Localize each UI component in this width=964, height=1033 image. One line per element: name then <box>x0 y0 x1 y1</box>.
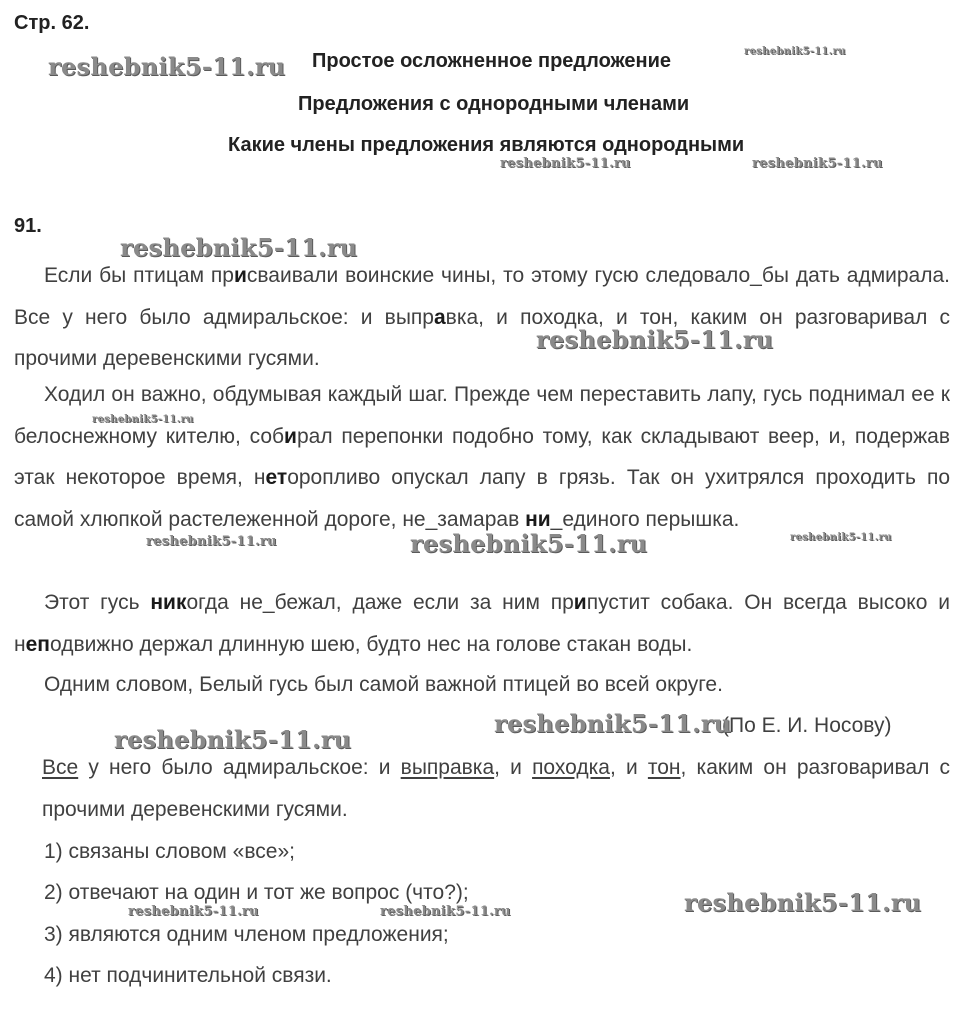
watermark: reshebnik5-11.ru <box>410 529 648 558</box>
title-subtopic: Предложения с однородными членами <box>298 93 690 115</box>
point-2: 2) отвечают на один и тот же вопрос (что?); <box>44 881 469 904</box>
watermark: reshebnik5-11.ru <box>500 156 631 171</box>
watermark: reshebnik5-11.ru <box>380 904 511 919</box>
point-3: 3) являются одним членом предложения; <box>44 923 449 946</box>
paragraph-2: Ходил он важно, обдумывая каждый шаг. Прежде чем переставить лапу, гусь поднимал ее к белоснежному кителю, собирал перепонки подобно тому, как складывают веер, и, подержав этак некоторое время, неторопливо опускал лапу в грязь. Так он ухитрялся проходить по самой хлюпкой растележенной дороге, не_замарав ни_единого перышка. <box>14 383 951 531</box>
source-attribution: (По Е. И. Носову) <box>722 714 892 737</box>
paragraph-3: Этот гусь никогда не_бежал, даже если за ним припустит собака. Он всегда высоко и неподвижно держал длинную шею, будто нес на голове стакан воды. <box>14 591 950 656</box>
analysis-sentence: Все у него было адмиральское: и выправка, и походка, и тон, каким он разговаривал с прочими деревенскими гусями. <box>42 756 951 821</box>
watermark: reshebnik5-11.ru <box>536 325 774 354</box>
watermark: reshebnik5-11.ru <box>92 414 194 425</box>
watermark: reshebnik5-11.ru <box>146 534 277 549</box>
watermark: reshebnik5-11.ru <box>752 156 883 171</box>
watermark: reshebnik5-11.ru <box>744 46 846 57</box>
watermark: reshebnik5-11.ru <box>494 709 732 738</box>
watermark: reshebnik5-11.ru <box>48 52 286 81</box>
homogeneous-member: походка <box>532 756 610 779</box>
subject-word: Все <box>42 756 79 779</box>
page-label: Стр. 62. <box>14 12 90 34</box>
point-4: 4) нет подчинительной связи. <box>44 964 332 987</box>
watermark: reshebnik5-11.ru <box>790 532 892 543</box>
point-1: 1) связаны словом «все»; <box>44 840 295 863</box>
homogeneous-member: тон <box>647 756 681 779</box>
watermark: reshebnik5-11.ru <box>128 904 259 919</box>
watermark: reshebnik5-11.ru <box>120 233 358 262</box>
homogeneous-member: выправка <box>400 756 495 779</box>
exercise-number: 91. <box>14 215 42 237</box>
title-question: Какие члены предложения являются однородными <box>228 134 745 156</box>
paragraph-1: Если бы птицам присваивали воинские чины, то этому гусю следовало_бы дать адмирала. Все у него было адмиральское: и выправка, и походка, и тон, каким он разговаривал с прочими деревенскими гусями. <box>14 264 950 370</box>
paragraph-4: Одним словом, Белый гусь был самой важной птицей во всей округе. <box>44 673 723 696</box>
watermark: reshebnik5-11.ru <box>684 888 922 917</box>
title-topic: Простое осложненное предложение <box>312 50 672 72</box>
watermark: reshebnik5-11.ru <box>114 725 352 754</box>
